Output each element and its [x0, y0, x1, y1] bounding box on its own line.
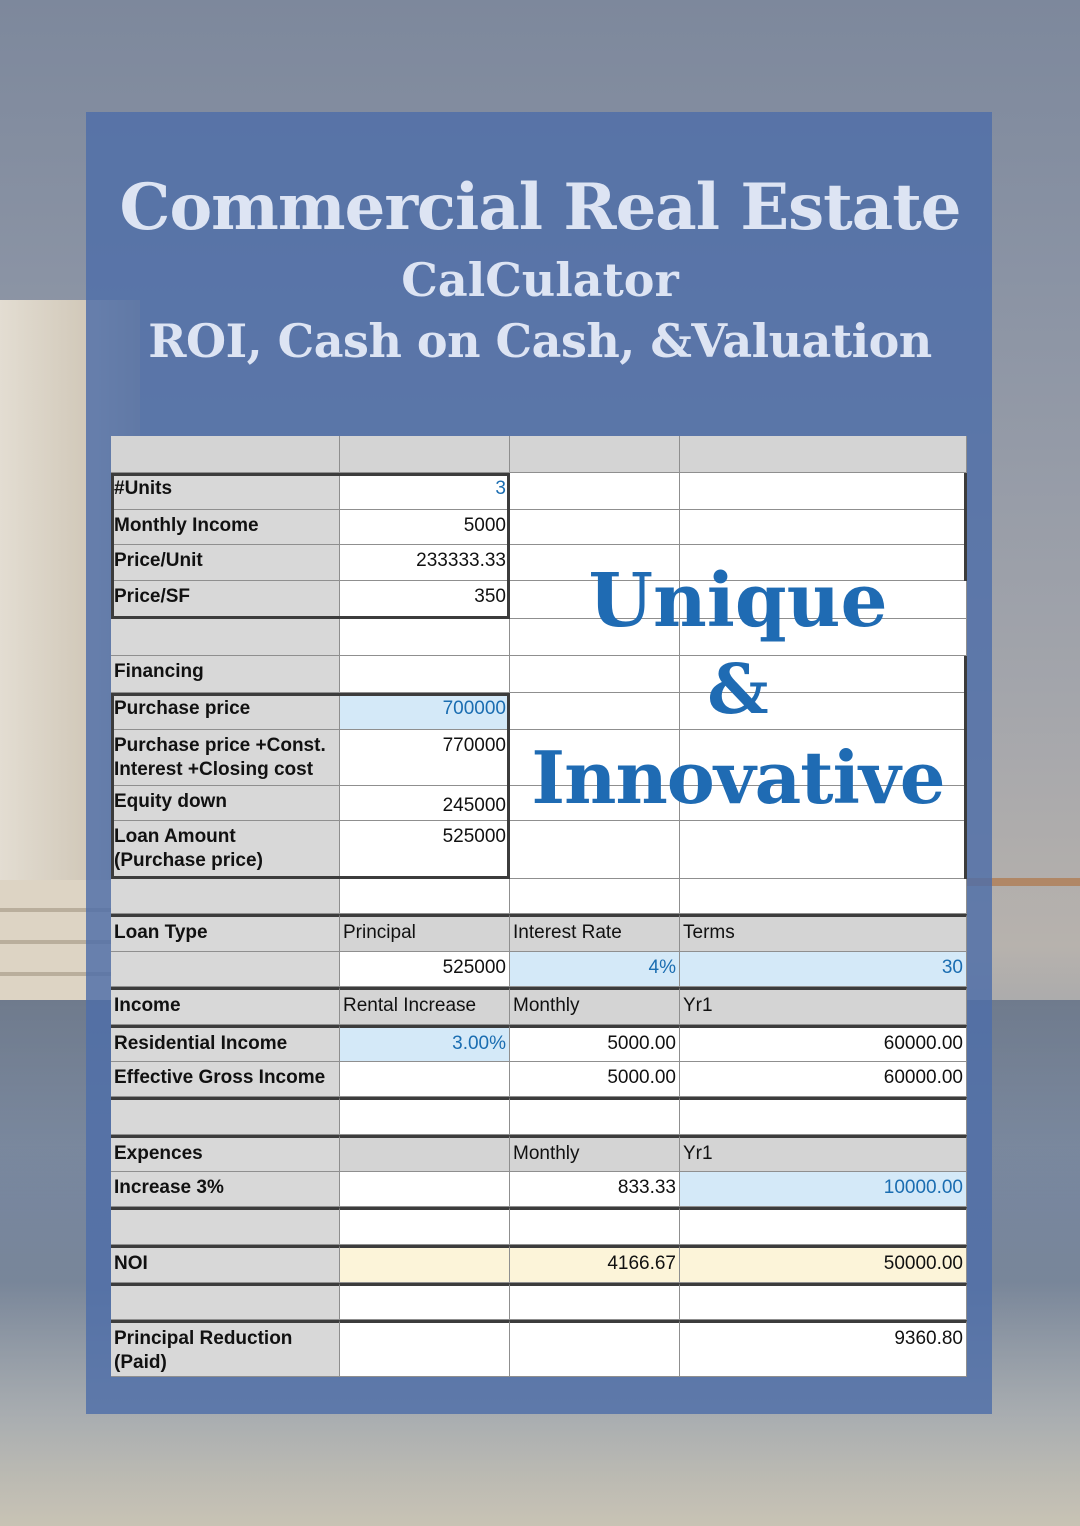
expenses-monthly-header: Monthly: [510, 1135, 680, 1172]
page-title: Commercial Real Estate: [119, 170, 961, 245]
blank-label: [111, 619, 340, 656]
purchase-price-input[interactable]: 700000: [340, 693, 510, 730]
blank-label-5: [111, 1283, 340, 1320]
equity-label: Equity down: [111, 786, 340, 821]
cell-c11[interactable]: [510, 821, 680, 879]
overlay-unique: Unique: [588, 558, 888, 644]
cell-d11[interactable]: [680, 821, 967, 879]
rental-increase-header: Rental Increase: [340, 987, 510, 1025]
cell-b17[interactable]: [340, 1062, 510, 1097]
expenses-blank-header: [340, 1135, 510, 1172]
units-value[interactable]: 3: [340, 473, 510, 510]
loan-amount-label-line2: (Purchase price): [114, 850, 263, 871]
column-header-a: [111, 436, 340, 473]
cell-b20[interactable]: [340, 1172, 510, 1207]
page-tagline: ROI, Cash on Cash, &Valuation: [148, 314, 932, 368]
total-cost-label-line1: Purchase price +Const.: [114, 735, 326, 756]
loan-amount-label: [111, 821, 340, 879]
cell-d12[interactable]: [680, 879, 967, 914]
equity-value[interactable]: 245000: [340, 786, 510, 821]
column-header-c: [510, 436, 680, 473]
total-cost-value[interactable]: 770000: [340, 730, 510, 786]
cell-b23[interactable]: [340, 1283, 510, 1320]
cell-b24[interactable]: [340, 1320, 510, 1377]
principal-header: Principal: [340, 914, 510, 952]
loan-principal-value[interactable]: 525000: [340, 952, 510, 987]
cell-d18[interactable]: [680, 1097, 967, 1135]
noi-blank-cell[interactable]: [340, 1245, 510, 1283]
expense-increase-label: Increase 3%: [111, 1172, 340, 1207]
cell-d3[interactable]: [680, 510, 967, 545]
overlay-ampersand: &: [707, 650, 769, 730]
column-header-b: [340, 436, 510, 473]
residential-income-label: Residential Income: [111, 1025, 340, 1062]
expenses-monthly-value[interactable]: 833.33: [510, 1172, 680, 1207]
loan-type-label: Loan Type: [111, 914, 340, 952]
expenses-yr1-input[interactable]: 10000.00: [680, 1172, 967, 1207]
expenses-yr1-header: Yr1: [680, 1135, 967, 1172]
egi-label: Effective Gross Income: [111, 1062, 340, 1097]
principal-reduction-label-line1: Principal Reduction: [114, 1328, 293, 1349]
principal-reduction-label: [111, 1320, 340, 1377]
total-cost-label: [111, 730, 340, 786]
cell-c12[interactable]: [510, 879, 680, 914]
overlay-innovative: Innovative: [531, 735, 945, 820]
monthly-income-value[interactable]: 5000: [340, 510, 510, 545]
purchase-price-label: Purchase price: [111, 693, 340, 730]
terms-input[interactable]: 30: [680, 952, 967, 987]
interest-rate-header: Interest Rate: [510, 914, 680, 952]
cell-d2[interactable]: [680, 473, 967, 510]
price-sf-label: Price/SF: [111, 581, 340, 619]
expenses-label: Expences: [111, 1135, 340, 1172]
cell-c2[interactable]: [510, 473, 680, 510]
residential-monthly-value[interactable]: 5000.00: [510, 1025, 680, 1062]
noi-label: NOI: [111, 1245, 340, 1283]
principal-reduction-yr1-value[interactable]: 9360.80: [680, 1320, 967, 1377]
loan-amount-label-line1: Loan Amount: [114, 826, 236, 847]
cell-b21[interactable]: [340, 1207, 510, 1245]
egi-yr1-value[interactable]: 60000.00: [680, 1062, 967, 1097]
noi-yr1-value[interactable]: 50000.00: [680, 1245, 967, 1283]
egi-monthly-value[interactable]: 5000.00: [510, 1062, 680, 1097]
loan-amount-value[interactable]: 525000: [340, 821, 510, 879]
loan-blank-label: [111, 952, 340, 987]
cell-b18[interactable]: [340, 1097, 510, 1135]
cell-d23[interactable]: [680, 1283, 967, 1320]
financing-label: Financing: [111, 656, 340, 693]
interest-rate-input[interactable]: 4%: [510, 952, 680, 987]
price-unit-value[interactable]: 233333.33: [340, 545, 510, 581]
units-label: #Units: [111, 473, 340, 510]
principal-reduction-label-line2: (Paid): [114, 1352, 167, 1373]
cell-d21[interactable]: [680, 1207, 967, 1245]
price-unit-label: Price/Unit: [111, 545, 340, 581]
cell-b6[interactable]: [340, 619, 510, 656]
column-header-d: [680, 436, 967, 473]
blank-label-3: [111, 1097, 340, 1135]
cell-c18[interactable]: [510, 1097, 680, 1135]
cell-c21[interactable]: [510, 1207, 680, 1245]
page-subtitle: CalCulator: [401, 253, 679, 307]
rental-increase-input[interactable]: 3.00%: [340, 1025, 510, 1062]
cell-c24[interactable]: [510, 1320, 680, 1377]
residential-yr1-value[interactable]: 60000.00: [680, 1025, 967, 1062]
income-label: Income: [111, 987, 340, 1025]
price-sf-value[interactable]: 350: [340, 581, 510, 619]
income-yr1-header: Yr1: [680, 987, 967, 1025]
cell-c3[interactable]: [510, 510, 680, 545]
terms-header: Terms: [680, 914, 967, 952]
total-cost-label-line2: Interest +Closing cost: [114, 759, 314, 780]
cell-c23[interactable]: [510, 1283, 680, 1320]
noi-monthly-value[interactable]: 4166.67: [510, 1245, 680, 1283]
cell-b7[interactable]: [340, 656, 510, 693]
cell-b12[interactable]: [340, 879, 510, 914]
blank-label-4: [111, 1207, 340, 1245]
monthly-income-label: Monthly Income: [111, 510, 340, 545]
blank-label-2: [111, 879, 340, 914]
income-monthly-header: Monthly: [510, 987, 680, 1025]
